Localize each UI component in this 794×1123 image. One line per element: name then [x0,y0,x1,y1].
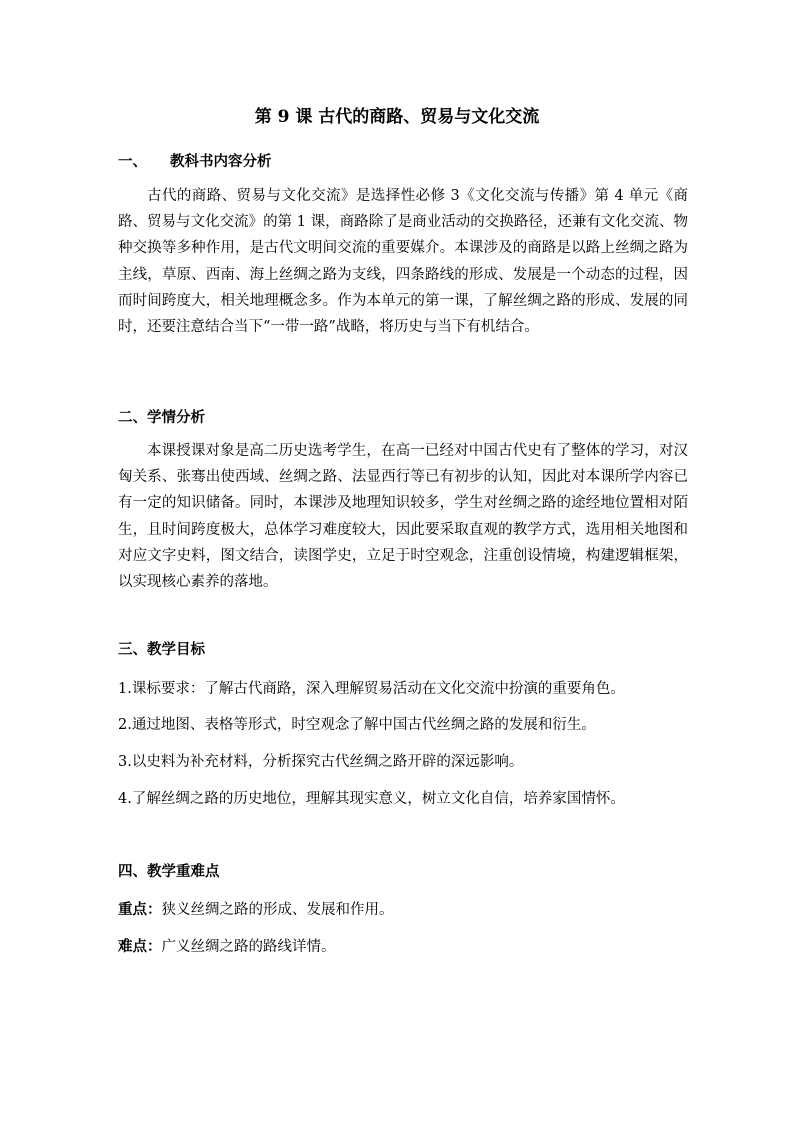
section-heading-key-points: 四、教学重难点 [118,863,220,880]
difficult-point-label: 难点： [118,938,162,955]
section-heading-teaching-goals: 三、教学目标 [118,641,205,658]
content-analysis-paragraph: 古代的商路、贸易与文化交流》是选择性必修 3《文化交流与传播》第 4 单元《商路、贸易与文化交流》的第 1 课，商路除了是商业活动的交换路径，还兼有文化交流、物种交换等多种作用，是古代文明间交流的重要媒介。本课涉及的商路是以路上丝绸之路为主线，草原、西南、海上丝绸之路为支线，四条路线的形成、发展是一个动态的过程，因而时间跨度大，相关地理概念多。作为本单元的第一课，了解丝绸之路的形成、发展的同时，还要注意结合当下“一带一路”战略，将历史与当下有机结合。 [118,188,688,336]
teaching-goal-item: 1.课标要求：了解古代商路，深入理解贸易活动在文化交流中扮演的重要角色。 [118,681,625,697]
section-heading-text: 教科书内容分析 [170,153,272,170]
page-title: 第 9 课 古代的商路、贸易与文化交流 [254,107,540,127]
teaching-goal-item: 3.以史料为补充材料，分析探究古代丝绸之路开辟的深远影响。 [118,754,524,770]
key-point-line [118,900,698,920]
difficult-point-line [118,937,698,957]
key-point-text: 狭义丝绸之路的形成、发展和作用。 [161,902,394,918]
teaching-goal-item: 2.通过地图、表格等形式，时空观念了解中国古代丝绸之路的发展和衍生。 [118,717,596,733]
section-heading-student-analysis: 二、学情分析 [118,409,205,426]
section-number: 一、 [118,153,147,170]
key-point-label: 重点： [118,901,162,918]
difficult-point-text: 广义丝绸之路的路线详情。 [161,939,336,955]
section-heading-content-analysis [118,152,272,172]
teaching-goal-item: 4.了解丝绸之路的历史地位，理解其现实意义，树立文化自信，培养家国情怀。 [118,791,625,807]
student-analysis-paragraph: 本课授课对象是高二历史选考学生，在高一已经对中国古代史有了整体的学习，对汉匈关系、张骞出使西域、丝绸之路、法显西行等已有初步的认知，因此对本课所学内容已有一定的知识储备。同时，本课涉及地理知识较多，学生对丝绸之路的途经地位置相对陌生，且时间跨度极大，总体学习难度较大，因此要采取直观的教学方式，选用相关地图和对应文字史料，图文结合，读图学史，立足于时空观念，注重创设情境，构建逻辑框架，以实现核心素养的落地。 [118,443,688,591]
